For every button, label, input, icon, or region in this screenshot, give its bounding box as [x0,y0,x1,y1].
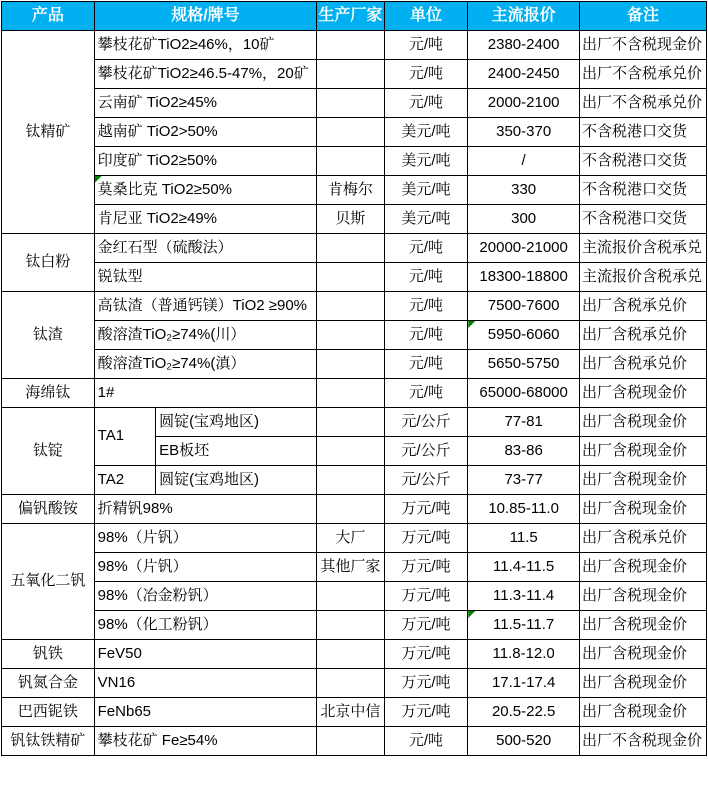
note-cell: 主流报价含税承兑 [580,234,707,263]
price-cell: 330 [468,176,580,205]
product-cell: 巴西铌铁 [2,698,95,727]
producer-cell [317,263,384,292]
producer-cell: 其他厂家 [317,553,384,582]
spec-cell: 圆锭(宝鸡地区) [156,408,317,437]
product-cell: 偏钒酸铵 [2,495,95,524]
table-row [2,640,707,669]
note-cell: 出厂含税现金价 [580,379,707,408]
producer-cell [317,611,384,640]
price-text: 5950-6060 [487,325,560,343]
note-cell: 主流报价含税承兑 [580,263,707,292]
producer-cell [317,582,384,611]
table-row [2,292,707,321]
table-row [2,234,707,263]
note-cell: 出厂含税承兑价 [580,321,707,350]
unit-cell: 万元/吨 [384,611,468,640]
unit-cell: 美元/吨 [384,176,468,205]
price-cell: 17.1-17.4 [468,669,580,698]
spec-cell: 攀枝花矿 Fe≥54% [94,727,317,756]
producer-cell [317,640,384,669]
spec-cell: 98%（片钒） [94,553,317,582]
spec-cell: 肯尼亚 TiO2≥49% [94,205,317,234]
producer-cell: 大厂 [317,524,384,553]
product-cell: 钛渣 [2,292,95,379]
unit-cell: 美元/吨 [384,118,468,147]
note-cell: 出厂含税现金价 [580,611,707,640]
spec-cell: FeNb65 [94,698,317,727]
table-row [2,466,707,495]
spec-cell: 圆锭(宝鸡地区) [156,466,317,495]
price-cell: 2400-2450 [468,60,580,89]
grade-cell: TA1 [94,408,155,466]
table-row [2,321,707,350]
product-cell: 钛精矿 [2,31,95,234]
producer-cell [317,60,384,89]
note-cell: 出厂含税现金价 [580,495,707,524]
table-row [2,524,707,553]
product-cell: 五氧化二钒 [2,524,95,640]
grade-cell: TA2 [94,466,155,495]
unit-cell: 万元/吨 [384,524,468,553]
price-table [1,1,707,756]
table-row [2,698,707,727]
note-cell: 出厂含税现金价 [580,640,707,669]
note-cell: 出厂含税现金价 [580,466,707,495]
unit-cell: 万元/吨 [384,553,468,582]
table-row [2,379,707,408]
table-row [2,582,707,611]
note-cell: 出厂含税现金价 [580,437,707,466]
note-cell: 出厂含税现金价 [580,669,707,698]
note-cell: 不含税港口交货 [580,147,707,176]
producer-cell: 肯梅尔 [317,176,384,205]
table-row [2,118,707,147]
note-cell: 出厂含税承兑价 [580,350,707,379]
unit-cell: 元/吨 [384,89,468,118]
unit-cell: 元/吨 [384,727,468,756]
table-row [2,350,707,379]
producer-cell [317,292,384,321]
note-cell: 出厂不含税承兑价 [580,89,707,118]
header-unit: 单位 [384,2,468,31]
product-cell: 钒钛铁精矿 [2,727,95,756]
header-note: 备注 [580,2,707,31]
price-cell: / [468,147,580,176]
product-cell: 钛白粉 [2,234,95,292]
header-product: 产品 [2,2,95,31]
unit-cell: 元/吨 [384,379,468,408]
producer-cell [317,31,384,60]
table-row [2,495,707,524]
producer-cell [317,495,384,524]
product-cell: 海绵钛 [2,379,95,408]
unit-cell: 元/公斤 [384,466,468,495]
note-cell: 出厂含税现金价 [580,582,707,611]
table-row [2,147,707,176]
price-cell [468,321,580,350]
price-cell: 2000-2100 [468,89,580,118]
spec-cell: EB板坯 [156,437,317,466]
price-cell: 11.8-12.0 [468,640,580,669]
producer-cell [317,321,384,350]
header-producer: 生产厂家 [317,2,384,31]
note-cell: 不含税港口交货 [580,118,707,147]
spec-cell: 98%（冶金粉钒） [94,582,317,611]
table-row [2,205,707,234]
unit-cell: 元/吨 [384,234,468,263]
spec-cell: 云南矿 TiO2≥45% [94,89,317,118]
note-cell: 出厂含税承兑价 [580,524,707,553]
spec-cell: 1# [94,379,317,408]
price-cell: 83-86 [468,437,580,466]
table-row [2,408,707,437]
table-row [2,89,707,118]
price-cell [468,611,580,640]
producer-cell [317,350,384,379]
spec-cell [94,176,317,205]
table-row [2,669,707,698]
producer-cell: 北京中信 [317,698,384,727]
price-cell: 77-81 [468,408,580,437]
spec-cell: 攀枝花矿TiO2≥46%，10矿 [94,31,317,60]
producer-cell [317,408,384,437]
unit-cell: 万元/吨 [384,698,468,727]
unit-cell: 元/公斤 [384,437,468,466]
price-cell: 11.4-11.5 [468,553,580,582]
note-cell: 出厂含税承兑价 [580,292,707,321]
note-cell: 出厂含税现金价 [580,698,707,727]
note-cell: 出厂不含税现金价 [580,31,707,60]
product-cell: 钒铁 [2,640,95,669]
spec-cell: 印度矿 TiO2≥50% [94,147,317,176]
price-cell: 350-370 [468,118,580,147]
table-row [2,611,707,640]
note-cell: 出厂不含税承兑价 [580,60,707,89]
price-cell: 20.5-22.5 [468,698,580,727]
unit-cell: 万元/吨 [384,640,468,669]
producer-cell: 贝斯 [317,205,384,234]
note-cell: 出厂含税现金价 [580,553,707,582]
producer-cell [317,669,384,698]
product-cell: 钛锭 [2,408,95,495]
table-row [2,176,707,205]
spec-cell: 98%（片钒） [94,524,317,553]
price-cell: 300 [468,205,580,234]
producer-cell [317,147,384,176]
spec-text: 莫桑比克 TiO2≥50% [97,180,233,198]
note-cell: 不含税港口交货 [580,176,707,205]
price-cell: 2380-2400 [468,31,580,60]
spec-cell: 酸溶渣TiO₂≥74%(川） [94,321,317,350]
producer-cell [317,466,384,495]
producer-cell [317,727,384,756]
price-cell: 73-77 [468,466,580,495]
producer-cell [317,118,384,147]
price-cell: 7500-7600 [468,292,580,321]
unit-cell: 美元/吨 [384,147,468,176]
table-row [2,727,707,756]
spec-cell: 锐钛型 [94,263,317,292]
spec-cell: 98%（化工粉钒） [94,611,317,640]
producer-cell [317,234,384,263]
header-row [2,2,707,31]
note-cell: 不含税港口交货 [580,205,707,234]
spec-cell: 酸溶渣TiO₂≥74%(滇） [94,350,317,379]
unit-cell: 元/吨 [384,263,468,292]
spec-cell: FeV50 [94,640,317,669]
spec-cell: 折精钒98% [94,495,317,524]
unit-cell: 美元/吨 [384,205,468,234]
unit-cell: 元/吨 [384,31,468,60]
table-row [2,60,707,89]
unit-cell: 万元/吨 [384,669,468,698]
header-spec: 规格/牌号 [94,2,317,31]
table-row [2,31,707,60]
table-row [2,263,707,292]
unit-cell: 元/吨 [384,321,468,350]
spec-cell: 金红石型（硫酸法） [94,234,317,263]
producer-cell [317,437,384,466]
unit-cell: 元/吨 [384,292,468,321]
header-price: 主流报价 [468,2,580,31]
price-cell: 11.3-11.4 [468,582,580,611]
producer-cell [317,379,384,408]
product-cell: 钒氮合金 [2,669,95,698]
error-check-triangle-icon [468,611,475,618]
price-cell: 20000-21000 [468,234,580,263]
spec-cell: 攀枝花矿TiO2≥46.5-47%，20矿 [94,60,317,89]
spec-cell: VN16 [94,669,317,698]
price-cell: 5650-5750 [468,350,580,379]
note-cell: 出厂含税现金价 [580,408,707,437]
unit-cell: 元/吨 [384,350,468,379]
price-cell: 500-520 [468,727,580,756]
spec-cell: 高钛渣（普通钙镁）TiO2 ≥90% [94,292,317,321]
table-row [2,553,707,582]
price-cell: 11.5 [468,524,580,553]
note-cell: 出厂不含税现金价 [580,727,707,756]
producer-cell [317,89,384,118]
unit-cell: 元/吨 [384,60,468,89]
price-cell: 65000-68000 [468,379,580,408]
error-check-triangle-icon [468,321,475,328]
price-cell: 10.85-11.0 [468,495,580,524]
unit-cell: 元/公斤 [384,408,468,437]
unit-cell: 万元/吨 [384,582,468,611]
price-text: 11.5-11.7 [493,615,555,633]
spec-cell: 越南矿 TiO2>50% [94,118,317,147]
price-cell: 18300-18800 [468,263,580,292]
unit-cell: 万元/吨 [384,495,468,524]
